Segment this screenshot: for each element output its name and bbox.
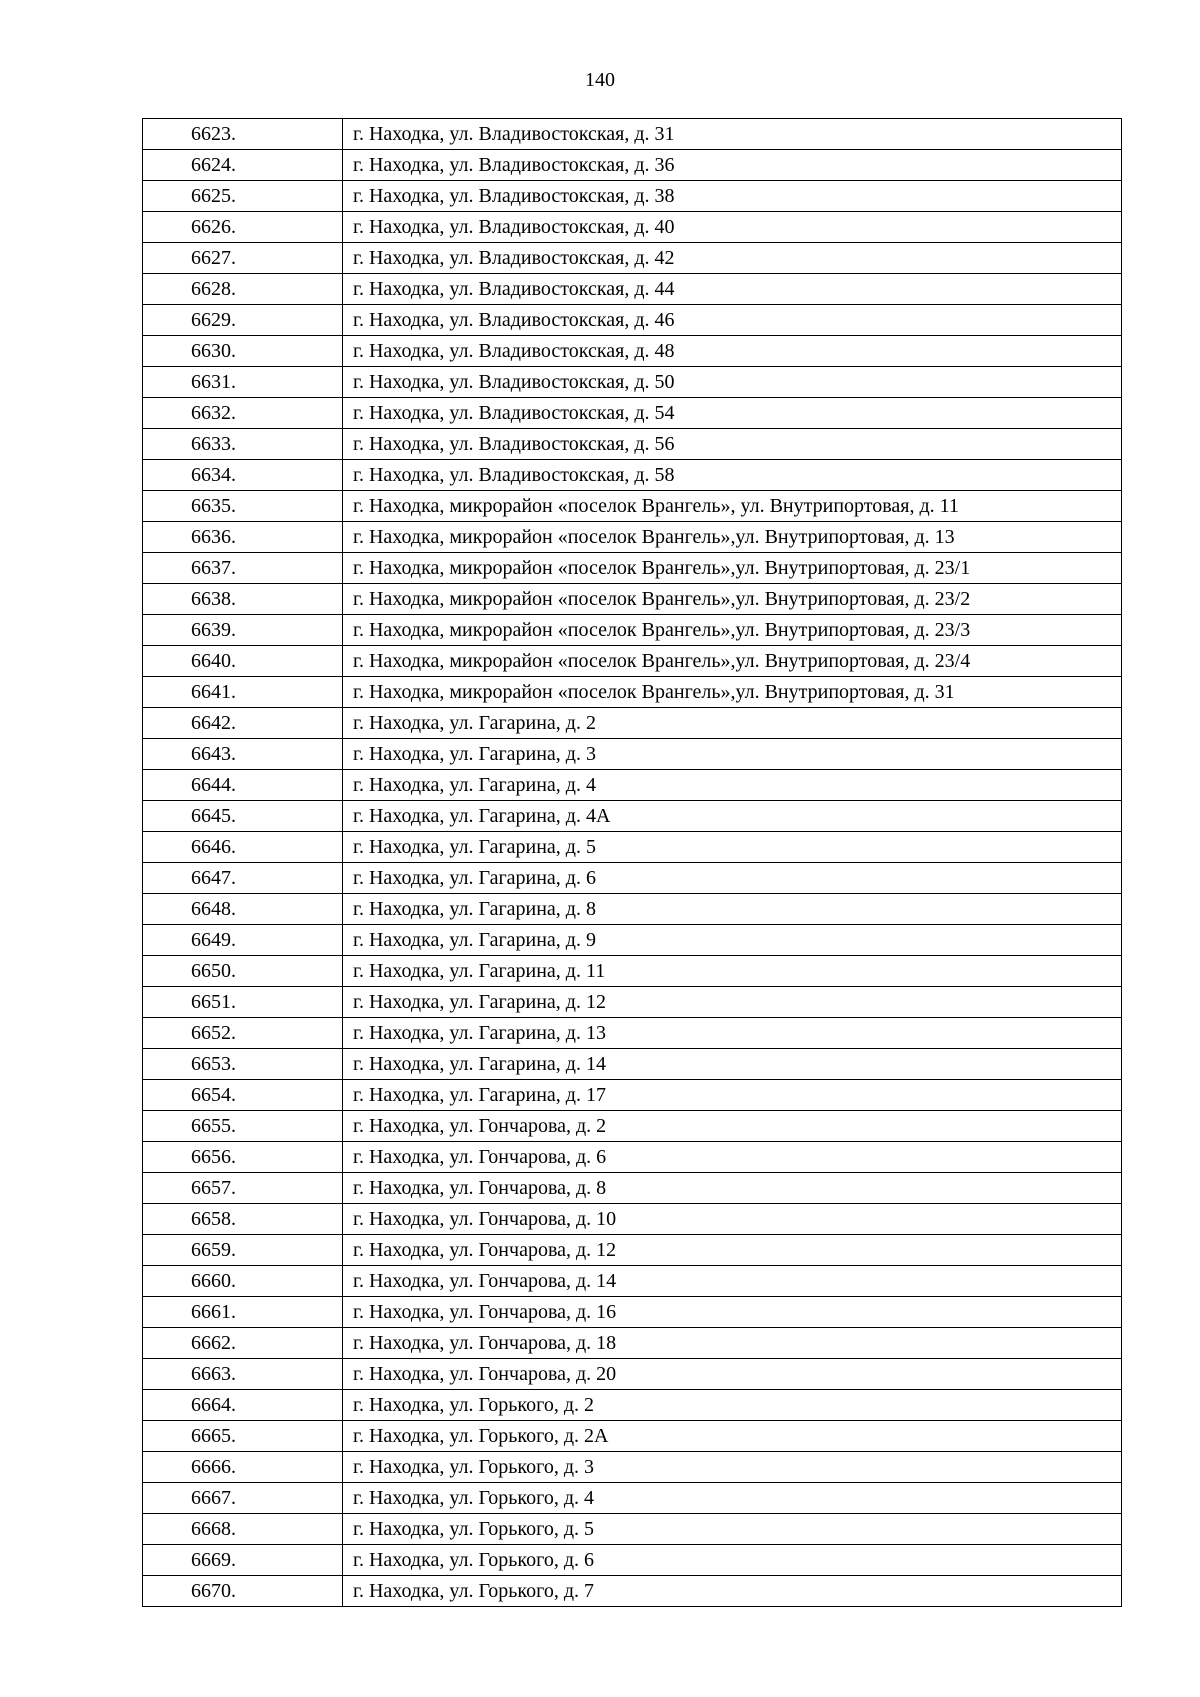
row-number-cell: 6658. [143,1204,343,1235]
table-row [143,1390,1122,1421]
row-number-cell: 6648. [143,894,343,925]
table-row [143,1266,1122,1297]
table-row [143,1111,1122,1142]
address-cell: г. Находка, ул. Гагарина, д. 11 [343,956,1122,987]
row-number-cell: 6637. [143,553,343,584]
row-number-cell: 6628. [143,274,343,305]
row-number-cell: 6632. [143,398,343,429]
address-cell: г. Находка, ул. Владивостокская, д. 40 [343,212,1122,243]
row-number-cell: 6636. [143,522,343,553]
row-number-cell: 6624. [143,150,343,181]
row-number-cell: 6625. [143,181,343,212]
page-number: 140 [585,69,615,91]
address-cell: г. Находка, ул. Владивостокская, д. 31 [343,119,1122,150]
table-row [143,1297,1122,1328]
table-row [143,832,1122,863]
row-number-cell: 6653. [143,1049,343,1080]
table-row [143,770,1122,801]
table-row [143,925,1122,956]
address-cell: г. Находка, микрорайон «поселок Врангель»,ул. Внутрипортовая, д. 13 [343,522,1122,553]
table-row [143,1514,1122,1545]
address-cell: г. Находка, ул. Гончарова, д. 10 [343,1204,1122,1235]
address-cell: г. Находка, ул. Гагарина, д. 5 [343,832,1122,863]
row-number-cell: 6641. [143,677,343,708]
row-number-cell: 6629. [143,305,343,336]
row-number-cell: 6639. [143,615,343,646]
address-cell: г. Находка, ул. Гончарова, д. 8 [343,1173,1122,1204]
address-cell: г. Находка, ул. Гончарова, д. 20 [343,1359,1122,1390]
table-row [143,801,1122,832]
address-cell: г. Находка, микрорайон «поселок Врангель»,ул. Внутрипортовая, д. 31 [343,677,1122,708]
address-cell: г. Находка, ул. Владивостокская, д. 54 [343,398,1122,429]
address-cell: г. Находка, ул. Горького, д. 3 [343,1452,1122,1483]
row-number-cell: 6656. [143,1142,343,1173]
table-row [143,460,1122,491]
address-cell: г. Находка, микрорайон «поселок Врангель»,ул. Внутрипортовая, д. 23/1 [343,553,1122,584]
table-row [143,150,1122,181]
address-cell: г. Находка, ул. Гагарина, д. 2 [343,708,1122,739]
table-row [143,212,1122,243]
row-number-cell: 6668. [143,1514,343,1545]
table-row [143,863,1122,894]
address-cell: г. Находка, ул. Горького, д. 5 [343,1514,1122,1545]
table-row [143,553,1122,584]
table-row [143,1018,1122,1049]
table-row [143,646,1122,677]
table-row [143,1545,1122,1576]
table-row [143,305,1122,336]
row-number-cell: 6643. [143,739,343,770]
address-cell: г. Находка, ул. Гагарина, д. 17 [343,1080,1122,1111]
row-number-cell: 6664. [143,1390,343,1421]
table-row [143,274,1122,305]
table-row [143,739,1122,770]
address-cell: г. Находка, ул. Владивостокская, д. 46 [343,305,1122,336]
row-number-cell: 6651. [143,987,343,1018]
address-cell: г. Находка, ул. Гагарина, д. 4 [343,770,1122,801]
row-number-cell: 6661. [143,1297,343,1328]
table-row [143,1576,1122,1607]
address-cell: г. Находка, микрорайон «поселок Врангель»,ул. Внутрипортовая, д. 23/3 [343,615,1122,646]
table-row [143,615,1122,646]
address-cell: г. Находка, ул. Горького, д. 4 [343,1483,1122,1514]
address-cell: г. Находка, ул. Горького, д. 6 [343,1545,1122,1576]
address-cell: г. Находка, ул. Гагарина, д. 4А [343,801,1122,832]
address-cell: г. Находка, ул. Гагарина, д. 12 [343,987,1122,1018]
address-cell: г. Находка, ул. Владивостокская, д. 56 [343,429,1122,460]
row-number-cell: 6662. [143,1328,343,1359]
row-number-cell: 6670. [143,1576,343,1607]
table-row [143,987,1122,1018]
table-row [143,677,1122,708]
table-row [143,1483,1122,1514]
address-cell: г. Находка, ул. Владивостокская, д. 48 [343,336,1122,367]
row-number-cell: 6630. [143,336,343,367]
table-row [143,1204,1122,1235]
row-number-cell: 6657. [143,1173,343,1204]
table-row [143,398,1122,429]
address-cell: г. Находка, ул. Горького, д. 2А [343,1421,1122,1452]
table-row [143,1235,1122,1266]
table-row [143,1142,1122,1173]
address-cell: г. Находка, ул. Гончарова, д. 18 [343,1328,1122,1359]
table-row [143,1328,1122,1359]
row-number-cell: 6623. [143,119,343,150]
address-cell: г. Находка, ул. Гончарова, д. 6 [343,1142,1122,1173]
address-cell: г. Находка, ул. Владивостокская, д. 50 [343,367,1122,398]
address-cell: г. Находка, ул. Владивостокская, д. 44 [343,274,1122,305]
table-row [143,1049,1122,1080]
row-number-cell: 6631. [143,367,343,398]
table-row [143,119,1122,150]
row-number-cell: 6663. [143,1359,343,1390]
row-number-cell: 6627. [143,243,343,274]
table-row [143,1080,1122,1111]
row-number-cell: 6655. [143,1111,343,1142]
table-row [143,1421,1122,1452]
address-cell: г. Находка, микрорайон «поселок Врангель»,ул. Внутрипортовая, д. 23/4 [343,646,1122,677]
address-cell: г. Находка, ул. Гончарова, д. 2 [343,1111,1122,1142]
address-cell: г. Находка, ул. Владивостокская, д. 58 [343,460,1122,491]
table-row [143,1452,1122,1483]
address-table-body [143,119,1122,1607]
table-row [143,367,1122,398]
table-row [143,1173,1122,1204]
row-number-cell: 6667. [143,1483,343,1514]
row-number-cell: 6654. [143,1080,343,1111]
row-number-cell: 6633. [143,429,343,460]
row-number-cell: 6642. [143,708,343,739]
table-row [143,336,1122,367]
address-cell: г. Находка, ул. Горького, д. 7 [343,1576,1122,1607]
table-row [143,956,1122,987]
row-number-cell: 6650. [143,956,343,987]
row-number-cell: 6647. [143,863,343,894]
address-cell: г. Находка, ул. Гончарова, д. 14 [343,1266,1122,1297]
address-cell: г. Находка, ул. Гагарина, д. 8 [343,894,1122,925]
table-row [143,181,1122,212]
row-number-cell: 6626. [143,212,343,243]
address-cell: г. Находка, микрорайон «поселок Врангель»,ул. Внутрипортовая, д. 23/2 [343,584,1122,615]
table-row [143,584,1122,615]
row-number-cell: 6669. [143,1545,343,1576]
row-number-cell: 6634. [143,460,343,491]
address-cell: г. Находка, ул. Горького, д. 2 [343,1390,1122,1421]
row-number-cell: 6649. [143,925,343,956]
address-cell: г. Находка, микрорайон «поселок Врангель», ул. Внутрипортовая, д. 11 [343,491,1122,522]
table-row [143,1359,1122,1390]
address-cell: г. Находка, ул. Гагарина, д. 14 [343,1049,1122,1080]
table-row [143,894,1122,925]
address-cell: г. Находка, ул. Владивостокская, д. 36 [343,150,1122,181]
row-number-cell: 6644. [143,770,343,801]
row-number-cell: 6645. [143,801,343,832]
table-row [143,522,1122,553]
address-cell: г. Находка, ул. Гагарина, д. 13 [343,1018,1122,1049]
address-cell: г. Находка, ул. Гончарова, д. 16 [343,1297,1122,1328]
address-table [142,118,1122,1607]
row-number-cell: 6666. [143,1452,343,1483]
address-cell: г. Находка, ул. Гончарова, д. 12 [343,1235,1122,1266]
address-cell: г. Находка, ул. Гагарина, д. 3 [343,739,1122,770]
row-number-cell: 6660. [143,1266,343,1297]
row-number-cell: 6635. [143,491,343,522]
address-cell: г. Находка, ул. Владивостокская, д. 38 [343,181,1122,212]
table-row [143,491,1122,522]
address-cell: г. Находка, ул. Гагарина, д. 6 [343,863,1122,894]
row-number-cell: 6640. [143,646,343,677]
table-row [143,708,1122,739]
row-number-cell: 6665. [143,1421,343,1452]
row-number-cell: 6638. [143,584,343,615]
row-number-cell: 6646. [143,832,343,863]
table-row [143,243,1122,274]
address-cell: г. Находка, ул. Гагарина, д. 9 [343,925,1122,956]
table-row [143,429,1122,460]
row-number-cell: 6652. [143,1018,343,1049]
row-number-cell: 6659. [143,1235,343,1266]
address-cell: г. Находка, ул. Владивостокская, д. 42 [343,243,1122,274]
